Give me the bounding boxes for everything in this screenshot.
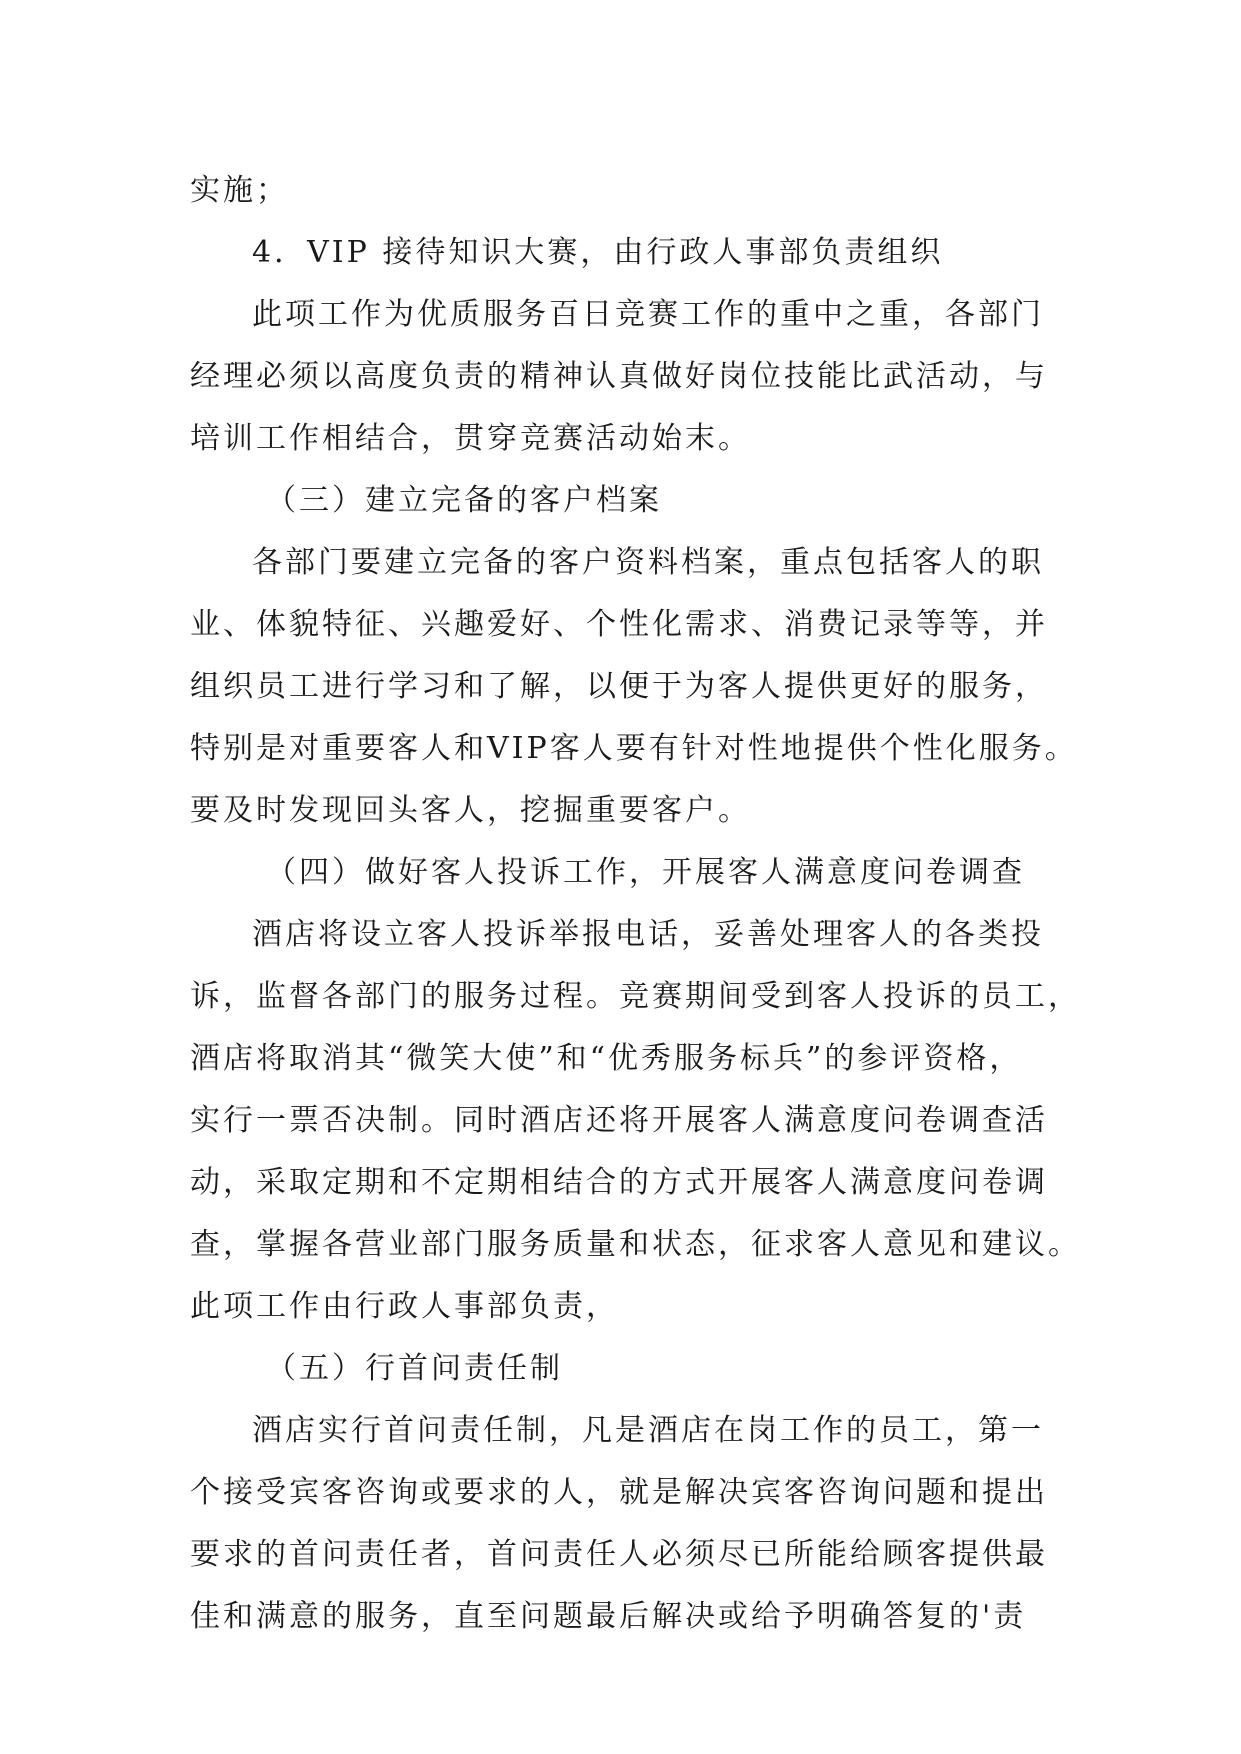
text-line: 各部门要建立完备的客户资料档案，重点包括客人的职 xyxy=(252,545,1044,580)
text-line: 酒店实行首问责任制，凡是酒店在岗工作的员工，第一 xyxy=(252,1413,1044,1448)
document-body xyxy=(190,160,1081,1648)
text-line: 组织员工进行学习和了解，以便于为客人提供更好的服务， xyxy=(190,669,1048,704)
text-line: 诉，监督各部门的服务过程。竞赛期间受到客人投诉的员工， xyxy=(190,979,1081,1014)
text-line: 动，采取定期和不定期相结合的方式开展客人满意度问卷调 xyxy=(190,1165,1048,1200)
text-line: 佳和满意的服务，直至问题最后解决或给予明确答复的'责 xyxy=(190,1599,1027,1634)
text-line: 实行一票否决制。同时酒店还将开展客人满意度问卷调查活 xyxy=(190,1103,1048,1138)
text-line: 要及时发现回头客人，挖掘重要客户。 xyxy=(190,793,751,828)
text-line: 4．VIP 接待知识大赛，由行政人事部负责组织 xyxy=(252,235,944,270)
text-line: （五）行首问责任制 xyxy=(266,1351,563,1386)
text-line: 实施； xyxy=(190,173,289,208)
text-line: 经理必须以高度负责的精神认真做好岗位技能比武活动，与 xyxy=(190,359,1048,394)
text-line: 此项工作为优质服务百日竞赛工作的重中之重，各部门 xyxy=(252,297,1044,332)
text-line: 个接受宾客咨询或要求的人，就是解决宾客咨询问题和提出 xyxy=(190,1475,1048,1510)
text-line: （四）做好客人投诉工作，开展客人满意度问卷调查 xyxy=(266,855,1025,890)
text-line: 查，掌握各营业部门服务质量和状态，征求客人意见和建议。 xyxy=(190,1227,1081,1262)
text-line: 特别是对重要客人和VIP客人要有针对性地提供个性化服务。 xyxy=(190,731,1078,766)
text-line: 酒店将取消其“微笑大使”和“优秀服务标兵”的参评资格， xyxy=(190,1041,1023,1076)
text-line: 此项工作由行政人事部负责， xyxy=(190,1289,619,1324)
text-line: 要求的首问责任者，首问责任人必须尽已所能给顾客提供最 xyxy=(190,1537,1048,1572)
text-line: （三）建立完备的客户档案 xyxy=(266,483,662,518)
text-line: 酒店将设立客人投诉举报电话，妥善处理客人的各类投 xyxy=(252,917,1044,952)
text-line: 业、体貌特征、兴趣爱好、个性化需求、消费记录等等，并 xyxy=(190,607,1048,642)
text-line: 培训工作相结合，贯穿竞赛活动始末。 xyxy=(190,421,751,456)
